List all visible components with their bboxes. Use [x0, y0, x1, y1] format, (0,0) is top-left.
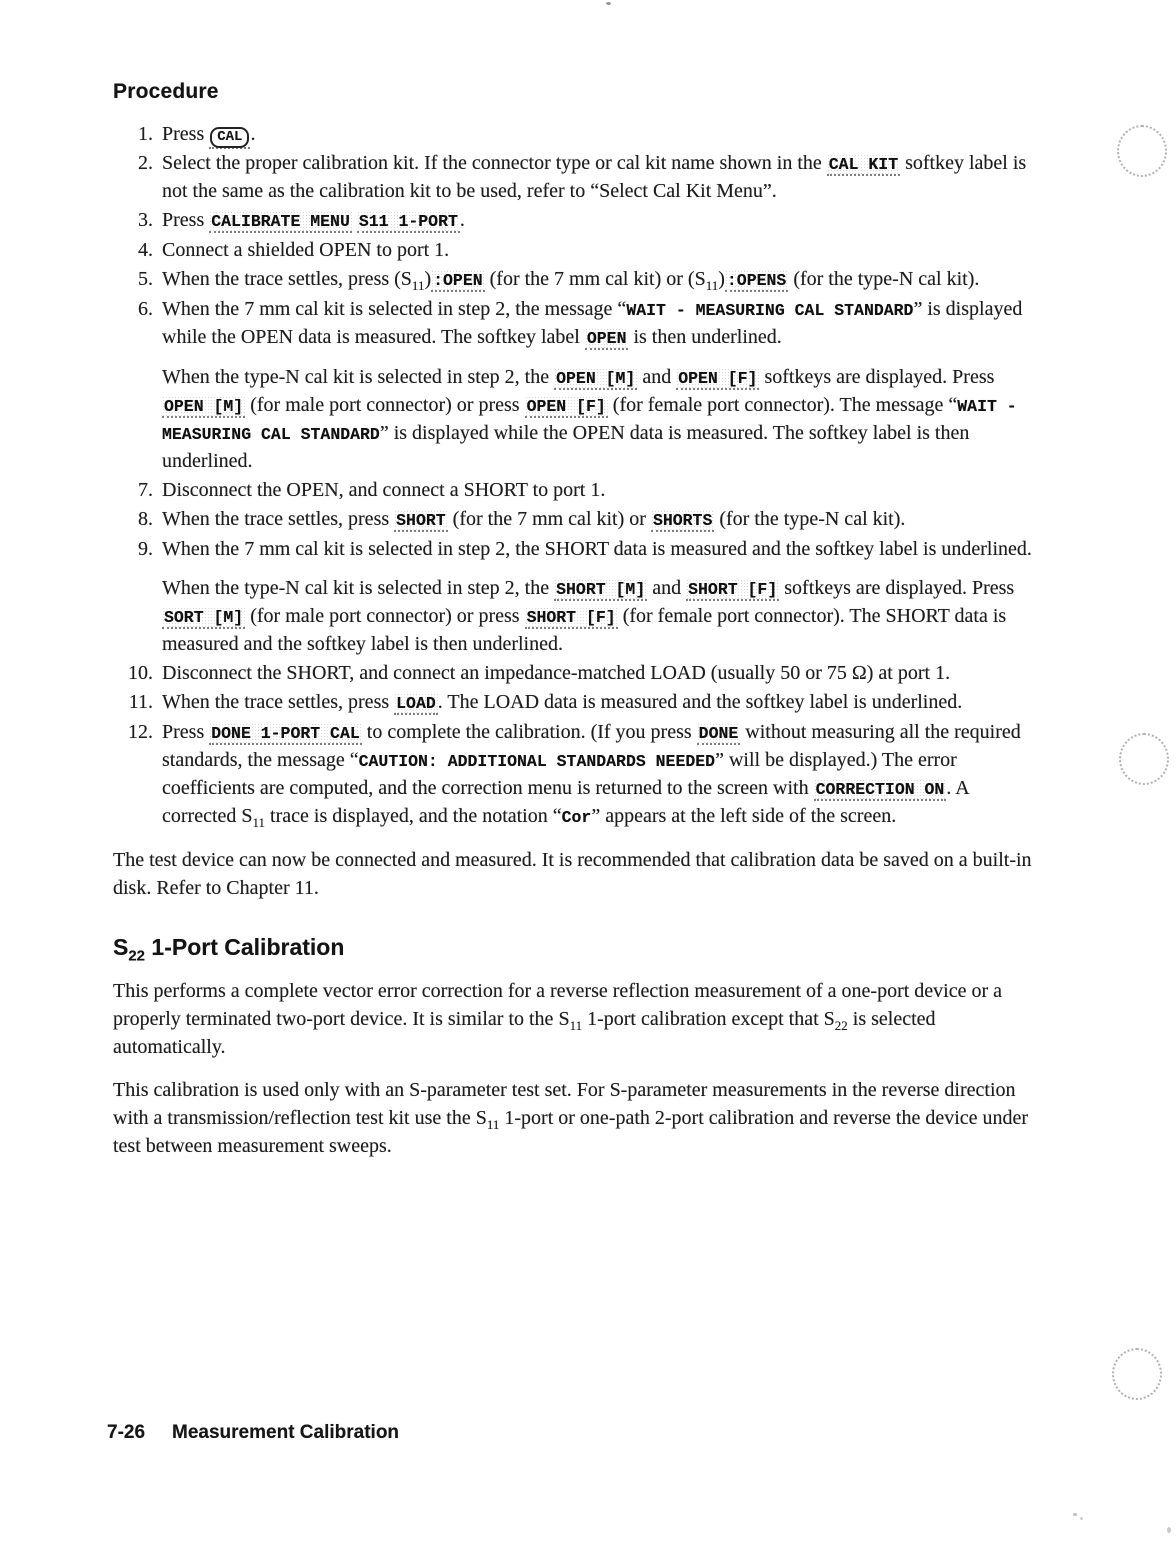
- body-text: (for female port connector). The SHORT data is measured and the softkey label is then underlined.: [162, 605, 1007, 655]
- body-text: is then underlined.: [628, 326, 782, 348]
- body-text: Disconnect the OPEN, and connect a SHORT to port 1.: [162, 479, 606, 501]
- step-paragraph: [162, 207, 1035, 235]
- step-body: [162, 536, 1035, 658]
- body-text: ” will be displayed.) The error coefficients are computed, and the correction menu is returned to the screen with: [162, 749, 957, 799]
- body-text: When the 7 mm cal kit is selected in step 2, the SHORT data is measured and the softkey label is underlined.: [162, 538, 1032, 560]
- step-body: [162, 266, 1035, 294]
- body-text: ): [424, 268, 432, 290]
- procedure-step-list: [113, 121, 1035, 831]
- softkey-label: OPEN [M]: [556, 369, 636, 388]
- body-text: (for the type-N cal kit).: [788, 268, 980, 290]
- scan-artifact-ring-bottom: [1112, 1348, 1162, 1400]
- body-text: (for male port connector) or press: [245, 394, 525, 416]
- body-text: (for the 7 mm cal kit) or: [447, 508, 651, 530]
- s-parameter: $S_{11}$: [400, 268, 425, 293]
- step-number: 9.: [138, 538, 153, 560]
- body-text: (for female port connector). The message “: [607, 394, 958, 416]
- s-parameter: $S_{11}$: [241, 805, 266, 830]
- s-parameter: $S_{11}$: [475, 1107, 500, 1132]
- body-text: Connect a shielded OPEN to port 1.: [162, 239, 450, 261]
- step-paragraph: [162, 477, 1035, 504]
- step-paragraph: [162, 266, 1035, 294]
- step-number: 7.: [138, 479, 153, 501]
- step-body: [162, 719, 1035, 831]
- display-message: CAUTION: ADDITIONAL STANDARDS NEEDED: [358, 752, 716, 771]
- body-text: 1-port or one-path 2-port calibration and reverse the device under test between measurement sweeps.: [113, 1107, 1029, 1157]
- procedure-step: [113, 237, 1035, 264]
- scan-speck-bottom-1: [1073, 1513, 1077, 1516]
- scan-artifact-ring-middle: [1119, 733, 1169, 785]
- softkey-label: OPEN [M]: [164, 397, 244, 416]
- procedure-step: [113, 660, 1035, 687]
- body-text: softkeys are displayed. Press: [759, 366, 995, 388]
- body-text: Disconnect the SHORT, and connect an impedance-matched LOAD (usually 50 or 75 Ω) at port 1.: [162, 662, 951, 684]
- procedure-step: [113, 506, 1035, 534]
- body-text: to complete the calibration. (If you press: [361, 721, 697, 743]
- body-text: softkey label is not the same as the calibration kit to be used, refer to “Select Cal Kit Menu”.: [162, 152, 1027, 202]
- body-text: Select the proper calibration kit. If the connector type or cal kit name shown in the: [162, 152, 827, 174]
- step-paragraph: [162, 296, 1035, 352]
- body-text: ” appears at the left side of the screen.: [591, 805, 897, 827]
- body-text: When the trace settles, press (: [162, 268, 401, 290]
- step-body: [162, 121, 1035, 148]
- softkey-label: :OPENS: [726, 271, 787, 290]
- s-parameter: $S_{22}$: [823, 1008, 848, 1033]
- step-paragraph: [162, 536, 1035, 563]
- step-paragraph: [162, 364, 1035, 475]
- s22-section-heading: [113, 934, 1035, 965]
- scan-speck-top: [606, 2, 611, 5]
- step-number: 4.: [138, 239, 153, 261]
- step-number: 12.: [128, 721, 153, 743]
- body-text: When the 7 mm cal kit is selected in step 2, the message “: [162, 298, 627, 320]
- scan-artifact-ring-top: [1117, 125, 1167, 177]
- footer-page-number: 7-26: [107, 1422, 146, 1443]
- display-message: WAIT - MEASURING CAL STANDARD: [162, 397, 1017, 444]
- body-text: When the trace settles, press: [162, 691, 395, 713]
- keycap-label: CAL: [210, 127, 249, 148]
- softkey-label: OPEN [F]: [678, 369, 758, 388]
- softkey-label: CORRECTION ON: [815, 780, 945, 799]
- heading-text: 22: [128, 947, 146, 965]
- softkey-label: OPEN: [586, 329, 627, 348]
- softkey-label: SHORT [F]: [688, 580, 778, 599]
- body-text: and: [637, 366, 677, 388]
- body-text: .: [459, 209, 465, 231]
- softkey-label: SHORT [M]: [556, 580, 646, 599]
- step-body: [162, 689, 1035, 717]
- step-paragraph: [162, 237, 1035, 264]
- body-text: When the type-N cal kit is selected in step 2, the: [162, 577, 555, 599]
- softkey-label: CAL KIT: [828, 155, 899, 174]
- softkey-label: DONE: [698, 724, 739, 743]
- step-number: 5.: [138, 268, 153, 290]
- step-number: 8.: [138, 508, 153, 530]
- procedure-step: [113, 536, 1035, 658]
- scan-speck-bottom-2: [1080, 1517, 1083, 1520]
- softkey-label: SHORT: [396, 511, 446, 530]
- softkey-label: SORT [M]: [164, 608, 244, 627]
- body-text: When the trace settles, press: [162, 508, 395, 530]
- procedure-heading: Procedure: [113, 80, 219, 103]
- body-text: (for the type-N cal kit).: [714, 508, 906, 530]
- s-parameter: $S_{11}$: [694, 268, 719, 293]
- step-number: 10.: [128, 662, 153, 684]
- step-body: [162, 477, 1035, 504]
- body-text: and: [647, 577, 687, 599]
- body-text: .: [250, 123, 256, 145]
- heading-text: S: [113, 934, 129, 960]
- step-paragraph: [162, 660, 1035, 687]
- procedure-step: [113, 150, 1035, 205]
- step-paragraph: [162, 121, 1035, 148]
- body-text: (for the 7 mm cal kit) or (: [484, 268, 695, 290]
- body-text: without measuring all the required standards, the message “: [162, 721, 1021, 771]
- softkey-label: OPEN [F]: [526, 397, 606, 416]
- step-paragraph: [162, 575, 1035, 658]
- softkey-label: LOAD: [396, 694, 436, 713]
- procedure-step: [113, 207, 1035, 235]
- body-text: 1-port calibration except that: [582, 1008, 824, 1030]
- body-text: This performs a complete vector error correction for a reverse reflection measurement of a one-port device or a properly terminated two-port device. It is similar to the: [113, 980, 1003, 1030]
- body-text: (for male port connector) or press: [245, 605, 525, 627]
- closing-paragraph: The test device can now be connected and measured. It is recommended that calibration data be saved on a built-in disk. Refer to Chapter 11.: [113, 849, 1032, 899]
- procedure-step: [113, 477, 1035, 504]
- page-content: [113, 80, 1035, 1175]
- step-paragraph: [162, 689, 1035, 717]
- softkey-label: S11 1-PORT: [358, 212, 458, 231]
- step-body: [162, 296, 1035, 475]
- softkey-label: DONE 1-PORT CAL: [211, 724, 360, 743]
- body-text: trace is displayed, and the notation “: [265, 805, 562, 827]
- step-paragraph: [162, 150, 1035, 205]
- step-number: 6.: [138, 298, 153, 320]
- softkey-label: SHORT [F]: [526, 608, 616, 627]
- s22-section-paragraphs: [113, 977, 1035, 1160]
- step-number: 3.: [138, 209, 153, 231]
- body-text: ): [718, 268, 725, 290]
- body-text: ” is displayed while the OPEN data is measured. The softkey label: [162, 298, 1023, 348]
- body-text: Press: [162, 209, 210, 231]
- section-paragraph: [113, 977, 1035, 1061]
- scan-speck-corner: [1167, 1527, 1171, 1533]
- body-text: This calibration is used only with an S-parameter test set. For S-parameter measurements in the reverse direction with a transmission/reflection test kit use the: [113, 1079, 1016, 1129]
- softkey-label: :OPEN: [433, 271, 483, 290]
- body-text: Press: [162, 721, 210, 743]
- body-text: is selected automatically.: [113, 1008, 936, 1058]
- procedure-step: [113, 296, 1035, 475]
- page-footer: [107, 1422, 399, 1444]
- heading-text: 1-Port Calibration: [145, 934, 345, 960]
- body-text: softkeys are displayed. Press: [779, 577, 1015, 599]
- footer-chapter-title: Measurement Calibration: [172, 1422, 400, 1443]
- step-paragraph: [162, 719, 1035, 831]
- step-number: 2.: [138, 152, 153, 174]
- display-message: Cor: [561, 808, 592, 827]
- step-body: [162, 207, 1035, 235]
- body-text: When the type-N cal kit is selected in step 2, the: [162, 366, 555, 388]
- step-number: 1.: [138, 123, 153, 145]
- body-text: . A corrected: [162, 777, 969, 827]
- step-body: [162, 506, 1035, 534]
- body-text: Press: [162, 123, 210, 145]
- procedure-step: [113, 689, 1035, 717]
- section-paragraph: [113, 1076, 1035, 1160]
- step-body: [162, 660, 1035, 687]
- softkey-label: SHORTS: [652, 511, 713, 530]
- step-body: [162, 150, 1035, 205]
- softkey-label: CALIBRATE MENU: [211, 212, 350, 231]
- procedure-step: [113, 719, 1035, 831]
- step-number: 11.: [128, 691, 153, 713]
- step-body: [162, 237, 1035, 264]
- step-paragraph: [162, 506, 1035, 534]
- front-panel-key: [209, 123, 250, 149]
- display-message: WAIT - MEASURING CAL STANDARD: [626, 301, 914, 320]
- body-text: . The LOAD data is measured and the softkey label is underlined.: [437, 691, 963, 713]
- procedure-step: [113, 121, 1035, 148]
- s-parameter: $S_{11}$: [558, 1008, 583, 1033]
- body-text: ” is displayed while the OPEN data is measured. The softkey label is then underlined.: [162, 422, 970, 472]
- procedure-step: [113, 266, 1035, 294]
